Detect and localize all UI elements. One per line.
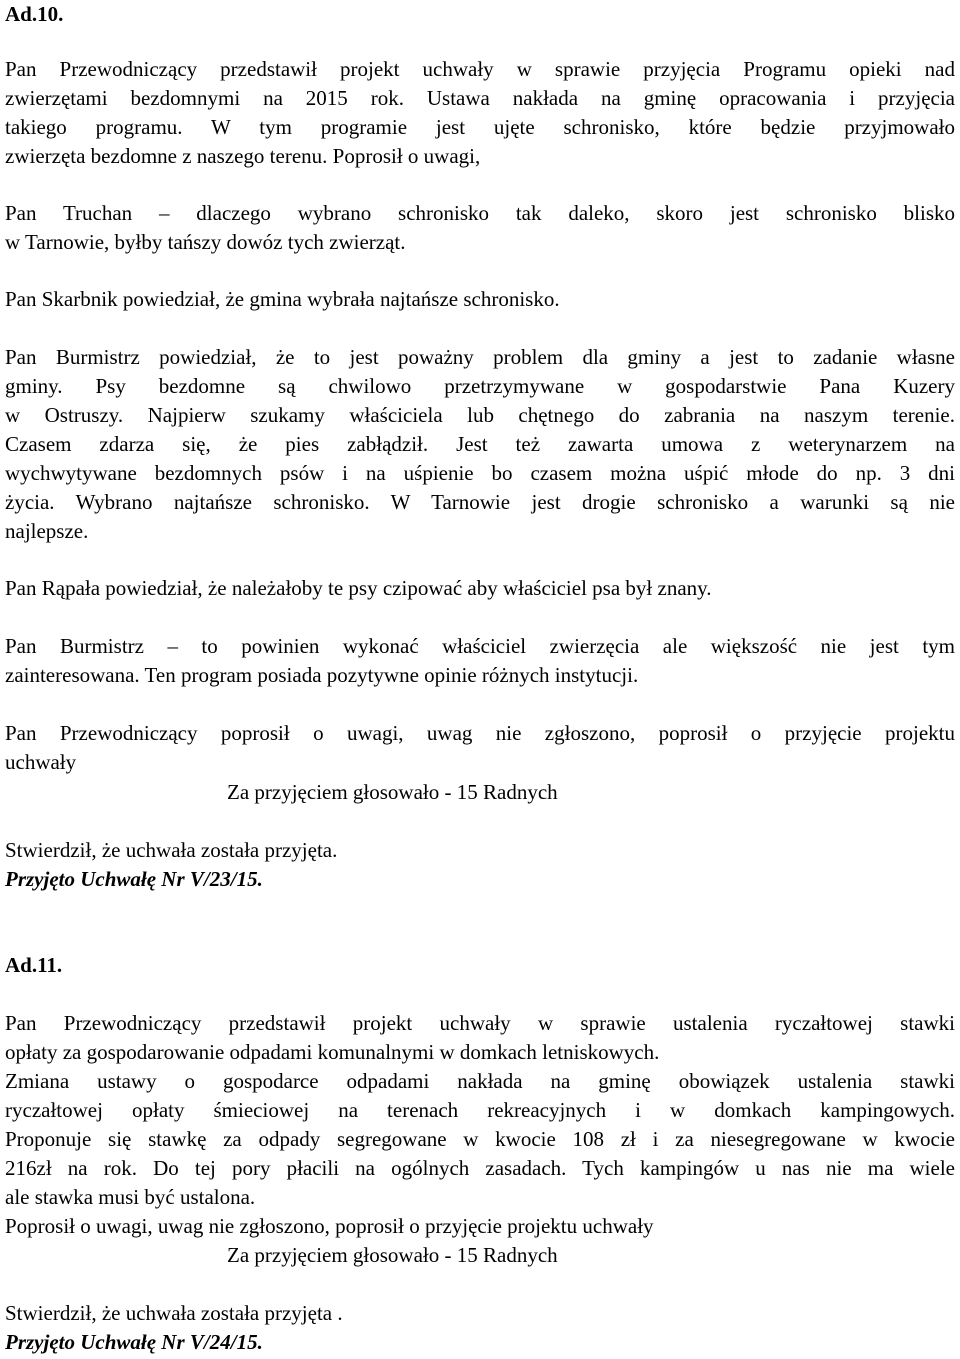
paragraph-line: Pan Truchan – dlaczego wybrano schronisko tak daleko, skoro jest schronisko blisko [5,201,955,225]
section-heading-ad11: Ad.11. [5,953,63,977]
paragraph-line: Pan Rąpała powiedział, że należałoby te psy czipować aby właściciel psa był znany. [5,576,712,600]
statement-line: Stwierdził, że uchwała została przyjęta. [5,838,338,862]
paragraph-line: gminy. Psy bezdomne są chwilowo przetrzymywane w gospodarstwie Pana Kuzery [5,374,955,398]
paragraph-line: Proponuje się stawkę za odpady segregowane w kwocie 108 zł i za niesegregowane w kwocie [5,1127,955,1151]
paragraph-line: życia. Wybrano najtańsze schronisko. W Tarnowie jest drogie schronisko a warunki są nie [5,490,955,514]
paragraph-line: ale stawka musi być ustalona. [5,1185,256,1209]
paragraph-line: 216zł na rok. Do tej pory płacili na ogólnych zasadach. Tych kampingów u nas nie ma wiele [5,1156,955,1180]
paragraph-line: najlepsze. [5,519,89,543]
paragraph-line: Pan Burmistrz – to powinien wykonać właściciel zwierzęcia ale większość nie jest tym [5,634,955,658]
paragraph-line: Pan Przewodniczący poprosił o uwagi, uwag nie zgłoszono, poprosił o przyjęcie projektu [5,721,955,745]
paragraph-line: takiego programu. W tym programie jest ujęte schronisko, które będzie przyjmowało [5,115,955,139]
paragraph-line: zwierzęta bezdomne z naszego terenu. Poprosił o uwagi, [5,144,481,168]
resolution-number: Przyjęto Uchwałę Nr V/24/15. [5,1330,263,1354]
paragraph-line: opłaty za gospodarowanie odpadami komunalnymi w domkach letniskowych. [5,1040,660,1064]
paragraph-line: Pan Skarbnik powiedział, że gmina wybrała najtańsze schronisko. [5,287,560,311]
resolution-number: Przyjęto Uchwałę Nr V/23/15. [5,867,263,891]
paragraph-line: Poprosił o uwagi, uwag nie zgłoszono, poprosił o przyjęcie projektu uchwały [5,1214,654,1238]
paragraph-line: w Ostruszy. Najpierw szukamy właściciela lub chętnego do zabrania na naszym terenie. [5,403,955,427]
paragraph-line: zwierzętami bezdomnymi na 2015 rok. Ustawa nakłada na gminę opracowania i przyjęcia [5,86,955,110]
section-heading-ad10: Ad.10. [5,2,64,26]
paragraph-line: ryczałtowej opłaty śmieciowej na terenach rekreacyjnych i w domkach kampingowych. [5,1098,955,1122]
vote-result: Za przyjęciem głosowało - 15 Radnych [227,780,558,804]
paragraph-line: Pan Przewodniczący przedstawił projekt uchwały w sprawie przyjęcia Programu opieki nad [5,57,955,81]
paragraph-line: Zmiana ustawy o gospodarce odpadami nakłada na gminę obowiązek ustalenia stawki [5,1069,955,1093]
paragraph-line: Pan Przewodniczący przedstawił projekt uchwały w sprawie ustalenia ryczałtowej stawki [5,1011,955,1035]
paragraph-line: Pan Burmistrz powiedział, że to jest poważny problem dla gminy a jest to zadanie własne [5,345,955,369]
paragraph-line: uchwały [5,750,77,774]
statement-line: Stwierdził, że uchwała została przyjęta . [5,1301,343,1325]
paragraph-line: zainteresowana. Ten program posiada pozytywne opinie różnych instytucji. [5,663,639,687]
paragraph-line: w Tarnowie, byłby tańszy dowóz tych zwierząt. [5,230,406,254]
paragraph-line: Czasem zdarza się, że pies zabłądził. Jest też zawarta umowa z weterynarzem na [5,432,955,456]
paragraph-line: wychwytywane bezdomnych psów i na uśpienie bo czasem można uśpić młode do np. 3 dni [5,461,955,485]
vote-result: Za przyjęciem głosowało - 15 Radnych [227,1243,558,1267]
